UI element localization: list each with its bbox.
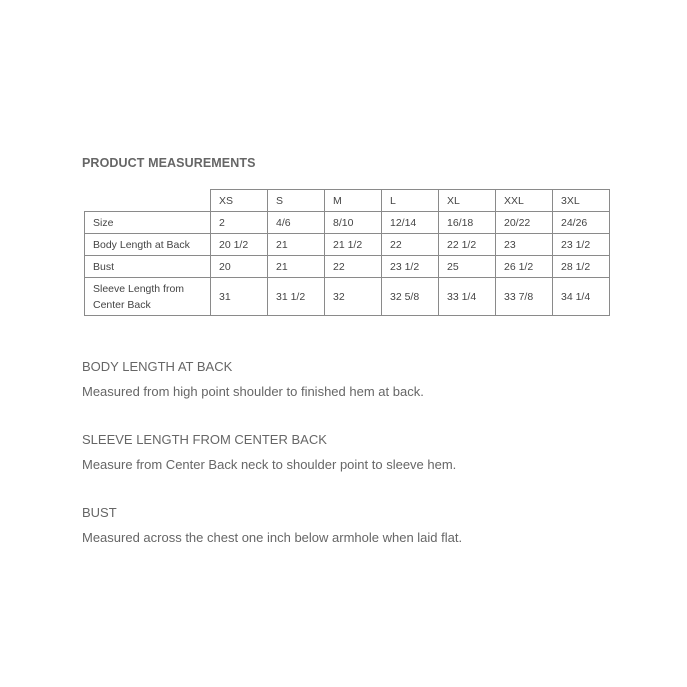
table-cell: 20/22 <box>496 212 553 234</box>
table-cell: 12/14 <box>382 212 439 234</box>
section-sleeve-length <box>82 432 456 472</box>
table-cell: 33 1/4 <box>439 278 496 316</box>
table-corner-cell <box>85 190 211 212</box>
column-header-s: S <box>268 190 325 212</box>
measurements-table <box>84 189 610 316</box>
section-text: Measure from Center Back neck to shoulder point to sleeve hem. <box>82 457 457 472</box>
column-header-xs: XS <box>211 190 268 212</box>
table-cell: 20 <box>211 256 268 278</box>
table-cell: 21 1/2 <box>325 234 382 256</box>
table-row <box>85 256 610 278</box>
table-cell: 16/18 <box>439 212 496 234</box>
column-header-l: L <box>382 190 439 212</box>
table-cell: 31 <box>211 278 268 316</box>
table-cell: 23 1/2 <box>382 256 439 278</box>
row-label-sleeve-length: Sleeve Length from Center Back <box>85 278 211 316</box>
table-row <box>85 234 610 256</box>
table-cell: 32 <box>325 278 382 316</box>
section-text: Measured across the chest one inch below armhole when laid flat. <box>82 530 463 545</box>
table-cell: 24/26 <box>553 212 610 234</box>
column-header-xl: XL <box>439 190 496 212</box>
table-cell: 34 1/4 <box>553 278 610 316</box>
table-cell: 31 1/2 <box>268 278 325 316</box>
table-cell: 8/10 <box>325 212 382 234</box>
table-cell: 21 <box>268 256 325 278</box>
section-body-length <box>82 359 424 399</box>
table-cell: 32 5/8 <box>382 278 439 316</box>
section-title: BUST <box>82 505 117 520</box>
section-title: SLEEVE LENGTH FROM CENTER BACK <box>82 432 327 447</box>
column-header-m: M <box>325 190 382 212</box>
table-cell: 21 <box>268 234 325 256</box>
section-text: Measured from high point shoulder to finished hem at back. <box>82 384 424 399</box>
section-bust <box>82 505 462 545</box>
table-row <box>85 212 610 234</box>
table-header-row <box>85 190 610 212</box>
column-header-3xl: 3XL <box>553 190 610 212</box>
table-row <box>85 278 610 316</box>
table-cell: 4/6 <box>268 212 325 234</box>
table-cell: 23 <box>496 234 553 256</box>
table-cell: 22 <box>382 234 439 256</box>
table-cell: 33 7/8 <box>496 278 553 316</box>
table-cell: 20 1/2 <box>211 234 268 256</box>
table-cell: 22 <box>325 256 382 278</box>
table-cell: 22 1/2 <box>439 234 496 256</box>
column-header-xxl: XXL <box>496 190 553 212</box>
row-label-size: Size <box>85 212 211 234</box>
section-title: BODY LENGTH AT BACK <box>82 359 233 374</box>
table-cell: 2 <box>211 212 268 234</box>
table-cell: 28 1/2 <box>553 256 610 278</box>
table-cell: 23 1/2 <box>553 234 610 256</box>
table-cell: 26 1/2 <box>496 256 553 278</box>
table-cell: 25 <box>439 256 496 278</box>
row-label-bust: Bust <box>85 256 211 278</box>
page-title: PRODUCT MEASUREMENTS <box>82 156 256 170</box>
row-label-body-length: Body Length at Back <box>85 234 211 256</box>
